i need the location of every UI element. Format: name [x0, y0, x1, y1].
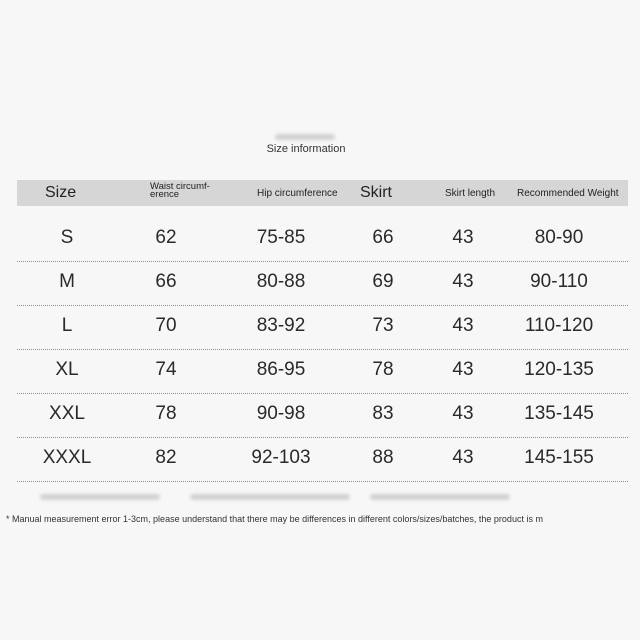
cell-hip: 83-92 [256, 315, 306, 336]
blurred-mark [190, 494, 350, 500]
cell-size: L [61, 315, 73, 336]
table-header [17, 180, 628, 206]
cell-skirt: 78 [372, 359, 394, 380]
cell-skirt: 69 [372, 271, 394, 292]
cell-hip: 92-103 [251, 447, 311, 468]
cell-weight: 145-155 [524, 447, 594, 468]
cell-waist: 66 [155, 271, 177, 292]
table-row [17, 350, 628, 394]
cell-size: M [59, 271, 75, 292]
cell-skirt-length: 43 [452, 271, 474, 292]
blurred-mark [40, 494, 160, 500]
cell-waist: 78 [155, 403, 177, 424]
cell-skirt-length: 43 [452, 403, 474, 424]
cell-skirt-length: 43 [452, 447, 474, 468]
cell-weight: 110-120 [524, 315, 594, 336]
header-waist-line1: Waist circumf- [150, 181, 210, 192]
cell-skirt: 83 [372, 403, 394, 424]
cell-weight: 80-90 [534, 227, 584, 248]
row-divider [17, 481, 628, 482]
header-skirt-length: Skirt length [445, 187, 496, 199]
cell-skirt: 73 [372, 315, 394, 336]
cell-hip: 80-88 [256, 271, 306, 292]
cell-waist: 70 [155, 315, 177, 336]
cell-weight: 90-110 [530, 271, 588, 292]
header-weight: Recommended Weight [517, 187, 619, 199]
header-size: Size [45, 184, 77, 201]
cell-size: S [60, 227, 74, 248]
cell-skirt-length: 43 [452, 227, 474, 248]
cell-hip: 90-98 [256, 403, 306, 424]
measurement-note: * Manual measurement error 1-3cm, please understand that there may be differences in different colors/sizes/batches, the product is m [6, 514, 543, 524]
cell-weight: 135-145 [524, 403, 594, 424]
cell-size: XL [55, 359, 79, 380]
header-skirt: Skirt [360, 184, 392, 201]
table-row [17, 394, 628, 438]
blurred-mark [275, 134, 335, 140]
header-waist-line2: erence [150, 189, 180, 200]
cell-weight: 120-135 [524, 359, 594, 380]
table-row [17, 438, 628, 482]
cell-skirt: 66 [372, 227, 394, 248]
cell-size: XXXL [42, 447, 92, 468]
cell-skirt-length: 43 [452, 359, 474, 380]
header-waist [150, 183, 210, 209]
cell-skirt-length: 43 [452, 315, 474, 336]
table-row [17, 306, 628, 350]
cell-waist: 62 [155, 227, 177, 248]
cell-size: XXL [49, 403, 85, 424]
page-title: Size information [266, 143, 346, 155]
table-row [17, 218, 628, 262]
cell-waist: 82 [155, 447, 177, 468]
table-row [17, 262, 628, 306]
cell-skirt: 88 [372, 447, 394, 468]
cell-hip: 86-95 [256, 359, 306, 380]
blurred-mark [370, 494, 510, 500]
header-hip: Hip circumference [257, 187, 338, 199]
cell-hip: 75-85 [256, 227, 306, 248]
cell-waist: 74 [155, 359, 177, 380]
